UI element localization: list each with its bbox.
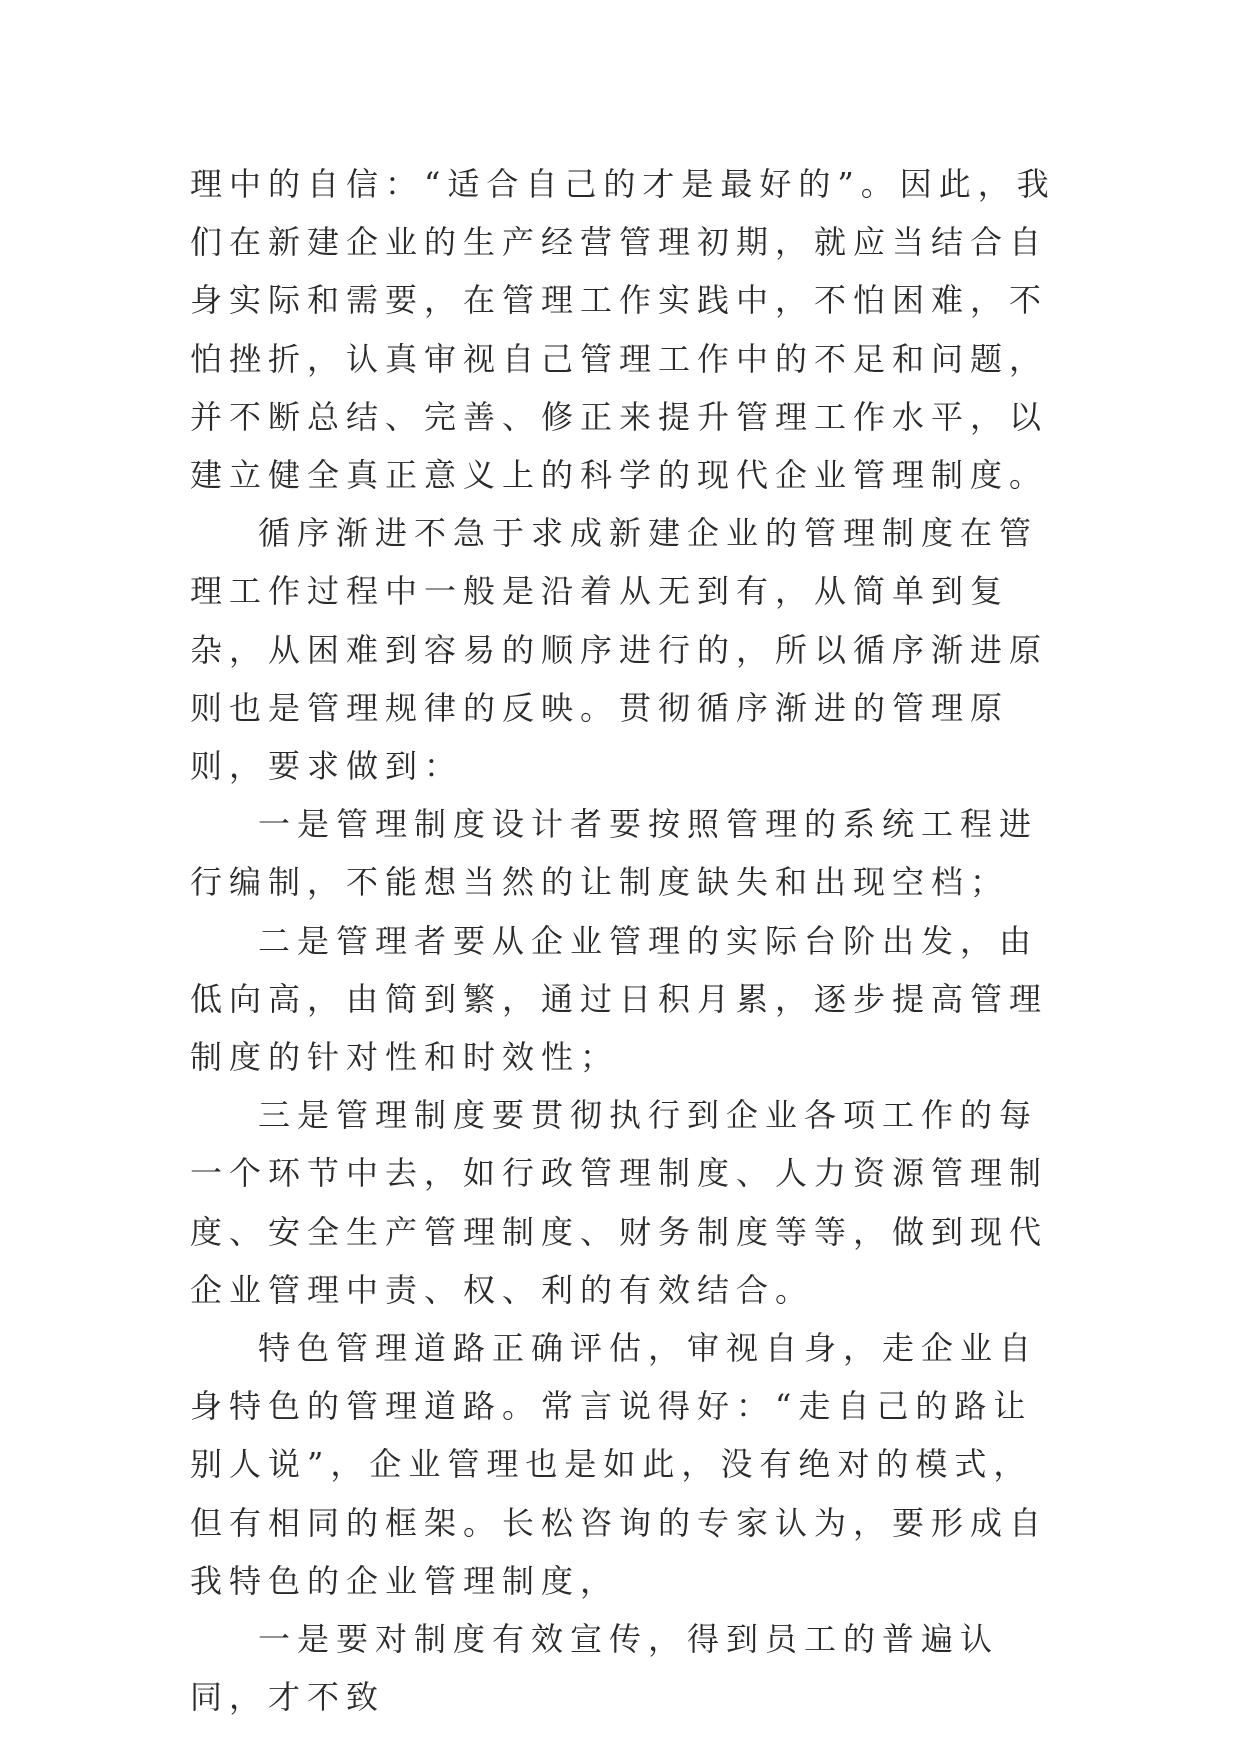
document-body	[190, 155, 1070, 1726]
paragraph-5: 三是管理制度要贯彻执行到企业各项工作的每一个环节中去，如行政管理制度、人力资源管理制度、安全生产管理制度、财务制度等等，做到现代企业管理中责、权、利的有效结合。	[190, 1096, 1049, 1309]
paragraph-7: 一是要对制度有效宣传，得到员工的普遍认同，才不致	[190, 1620, 1000, 1717]
paragraph-4: 二是管理者要从企业管理的实际台阶出发，由低向高，由简到繁，通过日积月累，逐步提高管理制度的针对性和时效性；	[190, 921, 1049, 1077]
paragraph-3: 一是管理制度设计者要按照管理的系统工程进行编制，不能想当然的让制度缺失和出现空档；	[190, 805, 1039, 902]
paragraph-6: 特色管理道路正确评估，审视自身，走企业自身特色的管理道路。常言说得好：“走自己的路让别人说”，企业管理也是如此，没有绝对的模式，但有相同的框架。长松咨询的专家认为，要形成自我特色的企业管理制度，	[190, 1329, 1049, 1600]
paragraph-2: 循序渐进不急于求成新建企业的管理制度在管理工作过程中一般是沿着从无到有，从简单到复杂，从困难到容易的顺序进行的，所以循序渐进原则也是管理规律的反映。贯彻循序渐进的管理原则，要求做到：	[190, 514, 1049, 786]
paragraph-1: 理中的自信：“适合自己的才是最好的”。因此，我们在新建企业的生产经营管理初期，就应当结合自身实际和需要，在管理工作实践中，不怕困难，不怕挫折，认真审视自己管理工作中的不足和问题，并不断总结、完善、修正来提升管理工作水平，以建立健全真正意义上的科学的现代企业管理制度。	[190, 165, 1056, 495]
